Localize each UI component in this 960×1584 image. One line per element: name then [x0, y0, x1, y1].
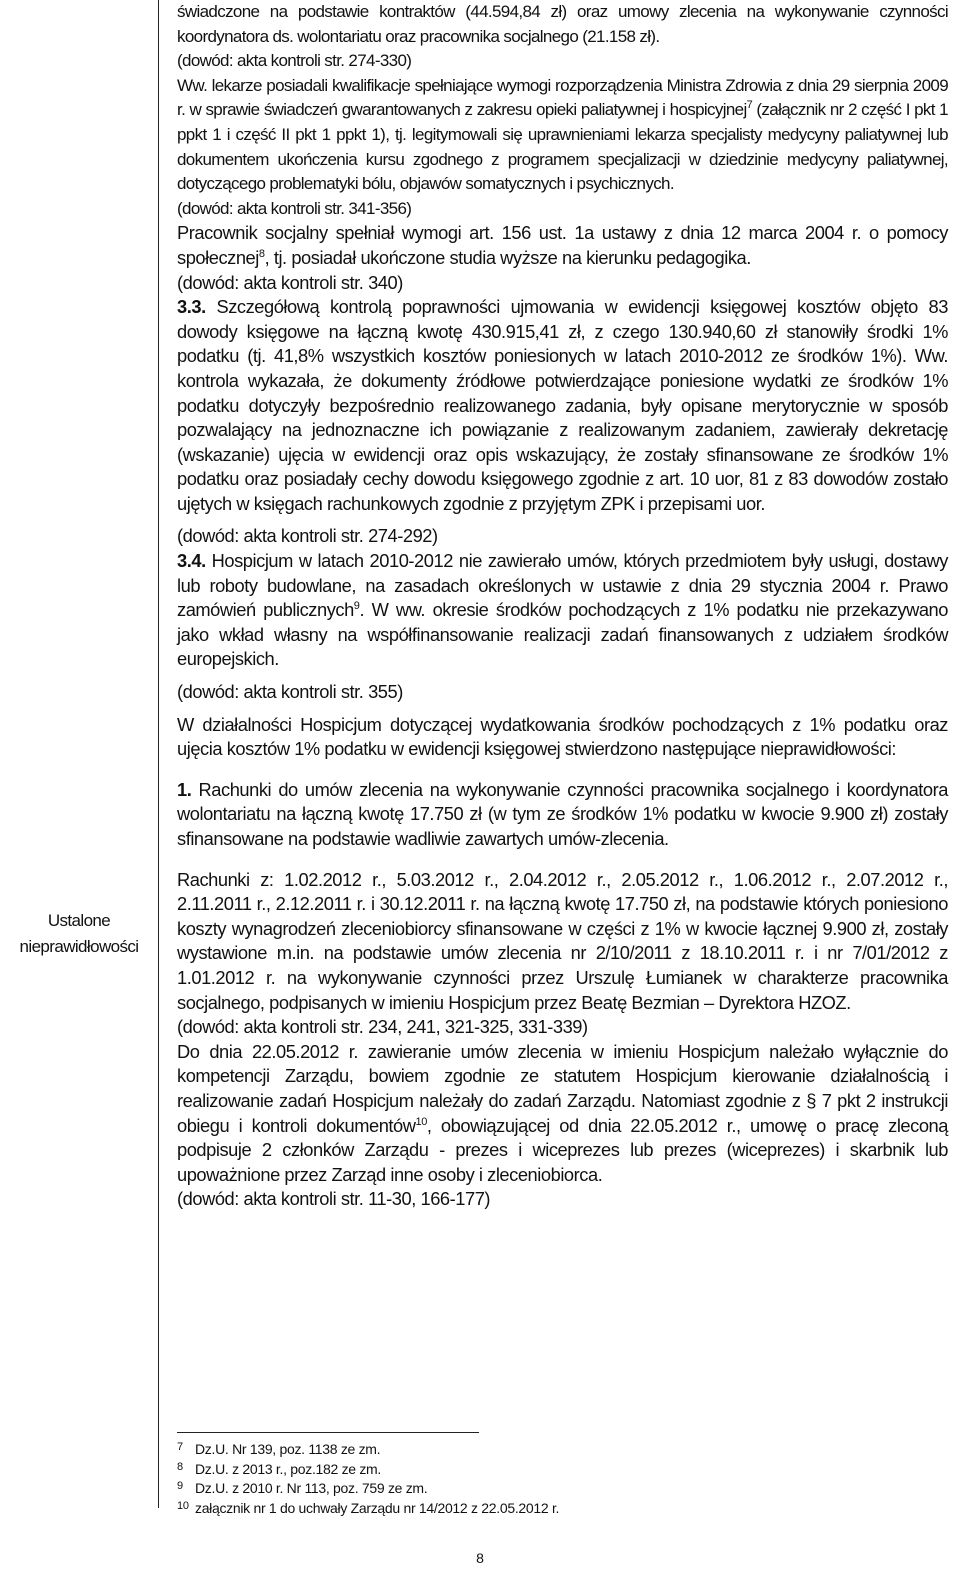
evidence-reference: (dowód: akta kontroli str. 355)	[177, 681, 403, 703]
section-number: 3.3.	[177, 296, 206, 318]
paragraph-contracts: świadczone na podstawie kontraktów (44.594,84 zł) oraz umowy zlecenia na wykonywanie czynności koordynatora ds. wolontariatu oraz pracownika socjalnego (21.158 zł).	[177, 2, 948, 46]
evidence-reference: (dowód: akta kontroli str. 274-330)	[177, 51, 412, 71]
paragraph-section-3-3	[177, 295, 948, 516]
paragraph-text: Pracownik socjalny spełniał wymogi art. 156 ust. 1a ustawy z dnia 12 marca 2004 r. o pomocy społecznej	[177, 222, 948, 268]
paragraph-text: Hospicjum w latach 2010-2012 nie zawierało umów, których przedmiotem były usługi, dostawy lub roboty budowlane, na zasadach określonych w ustawie z dnia 29 stycznia 2004 r. Prawo zamówień publicznych	[177, 550, 948, 621]
footnote	[177, 1460, 948, 1480]
section-label-ustalone-nieprawidlowosci	[0, 908, 158, 960]
footnote-marker: 8	[258, 247, 265, 260]
footnotes	[177, 1440, 948, 1518]
section-number: 3.4.	[177, 550, 206, 572]
footnote-text: załącznik nr 1 do uchwały Zarządu nr 14/2012 z 22.05.2012 r.	[195, 1499, 560, 1516]
footnote-text: Dz.U. z 2013 r., poz.182 ze zm.	[195, 1460, 382, 1477]
item-number: 1.	[177, 778, 192, 800]
paragraph-board-competence	[177, 1040, 948, 1188]
paragraph-text: Szczegółową kontrolą poprawności ujmowania w ewidencji księgowej kosztów objęto 83 dowody księgowe na łączną kwotę 430.915,41 zł, z czego 130.940,60 zł stanowiły środki 1% podatku (tj. 41,8% wszystkich kosztów poniesionych w latach 2010-2012 ze środków 1%). Ww. kontrola wykazała, że dokumenty źródłowe potwierdzające poniesione wydatki ze środków 1% podatku dotyczyły bezpośrednio realizowanego zadania, były opisane merytorycznie w sposób pozwalający na jednoznaczne ich powiązanie z realizowanym zadaniem, zawierały dekretację (wskazanie) ujęcia w ewidencji oraz opis wskazujący, że zostały sfinansowane ze środków 1% podatku oraz posiadały cechy dowodu księgowego zgodnie z art. 10 uor, 81 z 83 dowodów zostało ujętych w księgach rachunkowych zgodnie z przyjętym ZPK i przepisami uor.	[177, 296, 948, 514]
footnote-number: 8	[177, 1460, 183, 1473]
paragraph-social-worker	[177, 221, 948, 270]
paragraph-text: , obowiązującej od dnia 22.05.2012 r., umowę o pracę zleconą podpisuje 2 członków Zarządu - prezes i wiceprezes lub prezes (wiceprezes) i skarbnik lub upoważnione przez Zarząd inne osoby i zleceniobiorca.	[177, 1114, 948, 1185]
evidence-reference: (dowód: akta kontroli str. 274-292)	[177, 525, 438, 547]
footnote-marker: 10	[415, 1115, 427, 1128]
footnote-marker: 9	[353, 600, 360, 613]
paragraph-section-3-4	[177, 549, 948, 672]
paragraph-text: Do dnia 22.05.2012 r. zawieranie umów zlecenia w imieniu Hospicjum należało wyłącznie do kompetencji Zarządu, bowiem zgodnie ze statutem Hospicjum kierowanie działalnością i realizowanie zadań Hospicjum należały do zadań Zarządu. Natomiast zgodnie z § 7 pkt 2 instrukcji obiegu i kontroli dokumentów	[177, 1040, 948, 1136]
footnote-marker: 7	[746, 99, 753, 112]
footnote	[177, 1440, 948, 1460]
document-body	[177, 0, 948, 1212]
footnote	[177, 1479, 948, 1499]
paragraph-text: . W ww. okresie środków pochodzących z 1% podatku nie przekazywano jako wkład własny na współfinansowanie realizacji zadań finansowanych z udziałem środków europejskich.	[177, 599, 948, 670]
evidence-reference: (dowód: akta kontroli str. 234, 241, 321-325, 331-339)	[177, 1016, 588, 1038]
paragraph-irregularities-intro: W działalności Hospicjum dotyczącej wydatkowania środków pochodzących z 1% podatku oraz ujęcia kosztów 1% podatku w ewidencji księgowej stwierdzono następujące nieprawidłowości:	[177, 713, 948, 760]
paragraph-invoices: Rachunki z: 1.02.2012 r., 5.03.2012 r., 2.04.2012 r., 2.05.2012 r., 1.06.2012 r., 2.07.2012 r., 2.11.2011 r., 2.12.2011 r. i 30.12.2011 r. na łączną kwotę 17.750 zł, na podstawie których poniesiono koszty wynagrodzeń zleceniobiorcy sfinansowane w części z 1% w kwocie łącznej 9.900 zł, zostały wystawione m.in. na podstawie umów zlecenia nr 2/10/2011 z 18.10.2011 r. i nr 7/01/2012 z 1.01.2012 r. na wykonywanie czynności przez Urszulę Łumianek w charakterze pracownika socjalnego, podpisanych w imieniu Hospicjum przez Beatę Bezmian – Dyrektora HZOZ.	[177, 868, 948, 1013]
footnote-number: 10	[177, 1499, 189, 1512]
evidence-reference: (dowód: akta kontroli str. 340)	[177, 271, 403, 293]
paragraph-text: Rachunki do umów zlecenia na wykonywanie czynności pracownika socjalnego i koordynatora wolontariatu na łączną kwotę 17.750 zł (w tym ze środków 1% podatku w kwocie 9.900 zł) zostały sfinansowane na podstawie wadliwie zawartych umów-zlecenia.	[177, 778, 948, 849]
paragraph-text: , tj. posiadał ukończone studia wyższe na kierunku pedagogika.	[264, 246, 751, 268]
footnote-number: 9	[177, 1480, 183, 1492]
footnote-number: 7	[177, 1441, 183, 1453]
footnote-text: Dz.U. z 2010 r. Nr 113, poz. 759 ze zm.	[195, 1480, 428, 1496]
footnote-text: Dz.U. Nr 139, poz. 1138 ze zm.	[195, 1441, 381, 1457]
paragraph-text: (załącznik nr 2 część I pkt 1 ppkt 1 i część II pkt 1 ppkt 1), tj. legitymowali się uprawnieniami lekarza specjalisty medycyny paliatywnej lub dokumentem ukończenia kursu zgodnego z programem specjalizacji w dziedzinie medycyny paliatywnej, dotyczącego problematyki bólu, objawów somatycznych i psychicznych.	[177, 100, 948, 194]
evidence-reference: (dowód: akta kontroli str. 11-30, 166-177)	[177, 1188, 491, 1210]
paragraph-doctor-qualifications	[177, 74, 948, 197]
section-label-line-1: Ustalone	[47, 911, 111, 930]
page-number: 8	[476, 1550, 484, 1566]
paragraph-text: Ww. lekarze posiadali kwalifikacje spełniające wymogi rozporządzenia Ministra Zdrowia z dnia 29 sierpnia 2009 r. w sprawie świadczeń gwarantowanych z zakresu opieki paliatywnej i hospicyjnej	[177, 75, 948, 120]
paragraph-irregularity-1	[177, 778, 948, 852]
margin-column	[0, 0, 159, 1508]
section-label-line-2: nieprawidłowości	[19, 937, 139, 956]
evidence-reference: (dowód: akta kontroli str. 341-356)	[177, 198, 412, 218]
footnote-separator	[177, 1432, 479, 1433]
footnote	[177, 1499, 948, 1519]
